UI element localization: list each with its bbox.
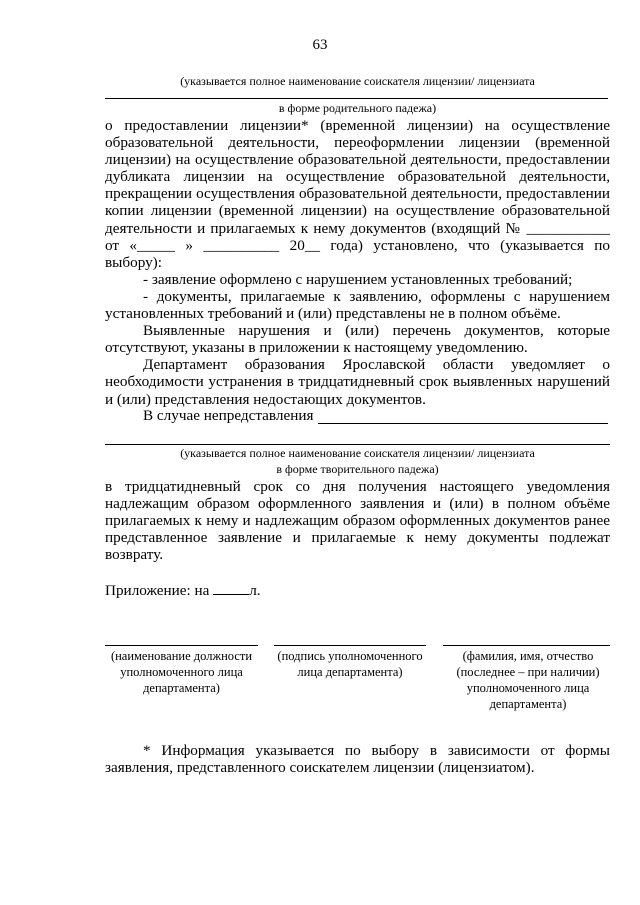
failure-line: [105, 407, 610, 424]
notice-paragraph-main: о предоставлении лицензии* (временной лицензии) на осуществление образовательной деятельности, переоформлении лицензии (временной лицензии) на осуществление образовательной деятельности, предоставлении дубликата лицензии на осуществление образовательной деятельности, прекращении осуществления образовательной деятельности, предоставлении копии лицензии (временной лицензии) на осуществление образовательной деятельности и прилагаемых к нему документов (входящий № ___________ от «_____ » __________ 20__ года) установлено, что (указывается по выбору):: [105, 117, 610, 271]
page-number: 63: [312, 37, 328, 53]
failure-label: В случае непредставления: [143, 407, 314, 424]
applicant-name-hint-2: (указывается полное наименование соискателя лицензии/ лицензиата: [180, 446, 535, 460]
appendix-suffix: л.: [249, 582, 261, 599]
case-hint-genitive: в форме родительного падежа): [278, 101, 437, 115]
appendix-label: Приложение: на: [105, 582, 210, 599]
violation-item-documents: - документы, прилагаемые к заявлению, оформлены с нарушением установленных требований и (или) представлены не в полном объёме.: [105, 287, 610, 323]
fullname-signature-line[interactable]: [443, 645, 610, 646]
signature-line[interactable]: [274, 645, 426, 646]
department-paragraph: Департамент образования Ярославской области уведомляет о необходимости устранения в тридцатидневный срок выявленных нарушений и (или) представления недостающих документов.: [105, 356, 610, 408]
appendix-line: [105, 582, 610, 599]
violations-paragraph: Выявленные нарушения и (или) перечень документов, которые отсутствуют, указаны в приложении к настоящему уведомлению.: [105, 322, 610, 357]
signature-caption: (подпись уполномоченного лица департамента): [277, 649, 423, 679]
footnote-text: * Информация указывается по выбору в зависимости от формы заявления, представленного соискателем лицензии (лицензиатом).: [105, 742, 610, 777]
notice-body: [105, 117, 610, 408]
position-caption: (наименование должности уполномоченного лица департамента): [110, 649, 253, 695]
fullname-caption: (фамилия, имя, отчество (последнее – при наличии) уполномоченного лица департамента): [456, 649, 600, 711]
position-signature-line[interactable]: [105, 645, 258, 646]
footnote: [105, 742, 610, 776]
applicant-name-hint: (указывается полное наименование соискателя лицензии/ лицензиата: [180, 74, 535, 88]
applicant-name-line[interactable]: [105, 98, 608, 99]
case-hint-instrumental: в форме творительного падежа): [276, 462, 439, 476]
appendix-page-count-field[interactable]: [213, 582, 249, 595]
violation-item-application: - заявление оформлено с нарушением установленных требований;: [143, 270, 573, 288]
return-paragraph: в тридцатидневный срок со дня получения настоящего уведомления надлежащим образом оформленного заявления и (или) в полном объёме прилагаемых к нему и надлежащим образом оформленных документов ранее представленное заявление и прилагаемые к нему документы подлежат возврату.: [105, 478, 610, 564]
applicant-name-line-2[interactable]: [105, 444, 610, 445]
failure-fill-line[interactable]: [318, 423, 608, 424]
